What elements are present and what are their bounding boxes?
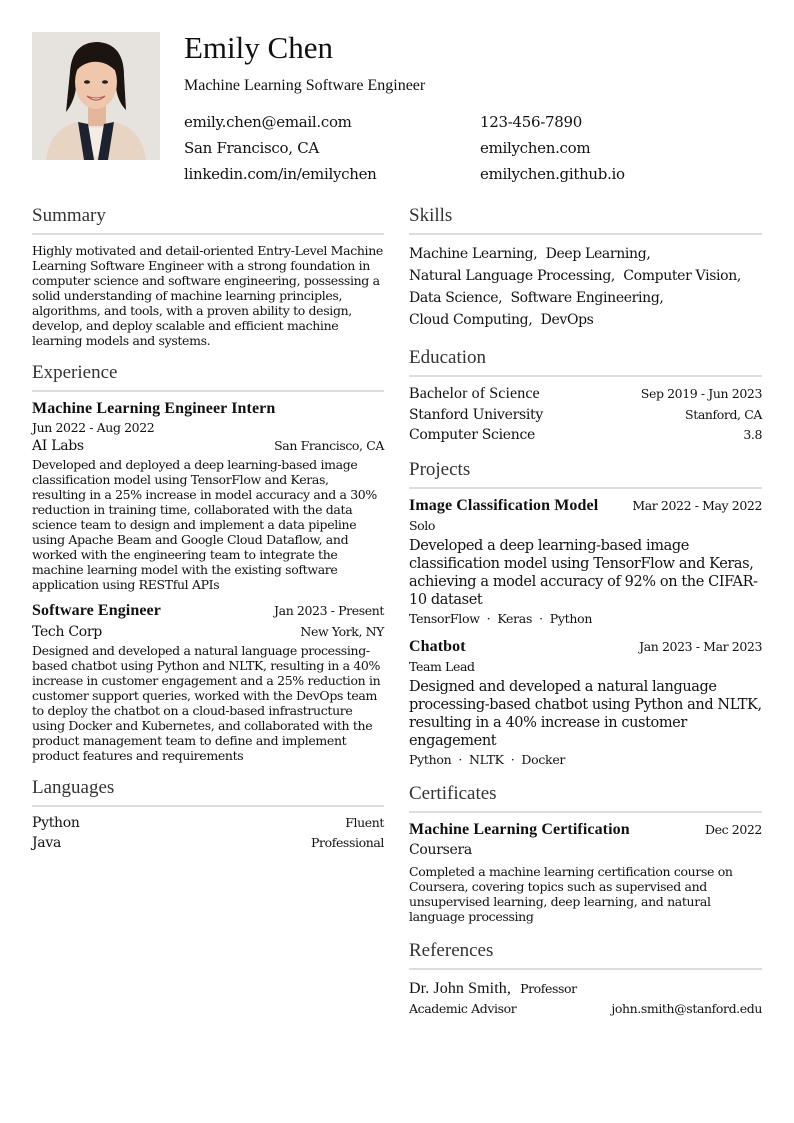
skill-item: DevOps [540, 312, 594, 328]
profile-photo-image [32, 32, 160, 160]
summary-heading: Summary [32, 205, 384, 235]
references-heading: References [409, 940, 762, 970]
reference-name: Dr. John Smith, [409, 980, 511, 997]
education-section [409, 347, 762, 443]
project-tag: Keras [497, 611, 533, 626]
skills-section [409, 205, 762, 331]
skill-item: Data Science, [409, 290, 503, 306]
project-tags [409, 752, 762, 767]
skills-list [409, 243, 762, 331]
language-name: Python [32, 815, 80, 831]
education-location: Stanford, CA [685, 407, 762, 422]
experience-description: Developed and deployed a deep learning-based image classification model using TensorFlow and Keras, resulting in a 25% increase in model accuracy and a 30% reduction in training time, collaborated with the data science team to design and implement a data pipeline using Apache Beam and Google Cloud Dataflow, and worked with the engineering team to integrate the machine learning model with the existing software application using RESTful APIs [32, 457, 377, 592]
reference-title: Professor [520, 981, 577, 996]
language-item [32, 815, 384, 831]
education-school: Stanford University [409, 407, 543, 423]
profile-photo [32, 32, 160, 160]
reference-relation: Academic Advisor [409, 1001, 517, 1016]
language-item [32, 835, 384, 851]
summary-text: Highly motivated and detail-oriented Entry-Level Machine Learning Software Engineer with a strong foundation in computer science and software engineering, possessing a solid understanding of machine learning principles, algorithms, and tools, with a proven ability to design, develop, and deploy scalable and efficient machine learning models and systems. [32, 243, 383, 348]
reference-item [409, 978, 762, 998]
education-field: Computer Science [409, 427, 535, 443]
languages-section [32, 777, 384, 851]
project-item [409, 638, 762, 767]
experience-dates: Jan 2023 - Present [274, 603, 384, 618]
email-link[interactable]: emily.chen@email.com [184, 113, 352, 131]
tag-separator: · [486, 611, 491, 626]
certificate-description: Completed a machine learning certification course on Coursera, covering topics such as supervised and unsupervised learning, deep learning, and natural language processing [409, 864, 733, 924]
language-name: Java [32, 835, 62, 851]
experience-section [32, 362, 384, 763]
experience-heading: Experience [32, 362, 384, 392]
skill-item: Software Engineering, [510, 290, 664, 306]
projects-section [409, 459, 762, 767]
skill-item: Computer Vision, [623, 268, 741, 284]
experience-company: AI Labs [32, 438, 84, 454]
project-role: Solo [409, 518, 436, 533]
experience-company: Tech Corp [32, 624, 102, 640]
project-dates: Mar 2022 - May 2022 [632, 498, 762, 513]
experience-item [32, 400, 384, 592]
project-item [409, 497, 762, 626]
left-column [32, 205, 384, 851]
skill-item: Natural Language Processing, [409, 268, 616, 284]
language-level: Fluent [345, 815, 384, 830]
experience-role: Machine Learning Engineer Intern [32, 400, 276, 417]
project-tag: Python [409, 752, 452, 767]
experience-role: Software Engineer [32, 602, 161, 619]
education-gpa: 3.8 [743, 427, 762, 442]
tag-separator: · [458, 752, 463, 767]
github-link[interactable]: emilychen.github.io [480, 165, 625, 183]
candidate-title: Machine Learning Software Engineer [184, 77, 426, 94]
project-description: Designed and developed a natural language processing-based chatbot using Python and NLTK, resulting in a 40% increase in customer engagement [409, 679, 762, 749]
references-section [409, 940, 762, 1016]
skill-item: Machine Learning, [409, 246, 538, 262]
project-name: Chatbot [409, 638, 466, 655]
experience-description: Designed and developed a natural language processing-based chatbot using Python and NLTK, resulting in a 40% increase in customer engagement and a 25% reduction in customer support queries, worked with the DevOps team to deploy the chatbot on a cloud-based infrastructure using Docker and Kubernetes, and collaborated with the product management team to define and implement product features and requirements [32, 643, 381, 763]
project-tags [409, 611, 762, 626]
linkedin-link[interactable]: linkedin.com/in/emilychen [184, 165, 377, 183]
certificate-date: Dec 2022 [704, 822, 762, 837]
certificates-heading: Certificates [409, 783, 762, 813]
tag-separator: · [539, 611, 543, 626]
experience-item [32, 602, 384, 763]
reference-email[interactable]: john.smith@stanford.edu [611, 1001, 762, 1016]
projects-heading: Projects [409, 459, 762, 489]
language-level: Professional [311, 835, 384, 850]
languages-heading: Languages [32, 777, 384, 807]
skill-item: Deep Learning, [545, 246, 651, 262]
summary-section [32, 205, 384, 348]
project-role: Team Lead [409, 659, 475, 674]
education-dates: Sep 2019 - Jun 2023 [640, 386, 762, 401]
phone-number[interactable]: 123-456-7890 [480, 113, 582, 131]
experience-location: New York, NY [300, 624, 384, 639]
skills-heading: Skills [409, 205, 762, 235]
experience-dates: Jun 2022 - Aug 2022 [32, 420, 155, 435]
candidate-name: Emily Chen [184, 30, 333, 65]
location: San Francisco, CA [184, 139, 319, 157]
project-tag: NLTK [469, 752, 504, 767]
website-link[interactable]: emilychen.com [480, 139, 591, 157]
project-tag: Python [549, 611, 593, 626]
project-tag: TensorFlow [409, 611, 480, 626]
project-dates: Jan 2023 - Mar 2023 [639, 639, 762, 654]
project-tag: Docker [521, 752, 566, 767]
project-name: Image Classification Model [409, 497, 599, 514]
right-column [409, 205, 762, 1016]
certificate-name: Machine Learning Certification [409, 821, 630, 838]
education-degree: Bachelor of Science [409, 385, 540, 402]
experience-location: San Francisco, CA [274, 438, 384, 453]
certificate-issuer: Coursera [409, 842, 472, 858]
project-description: Developed a deep learning-based image classification model using TensorFlow and Keras, achieving a model accuracy of 92% on the CIFAR-10 dataset [409, 538, 758, 608]
tag-separator: · [510, 752, 515, 767]
certificates-section [409, 783, 762, 924]
skill-item: Cloud Computing, [409, 312, 533, 328]
education-heading: Education [409, 347, 762, 377]
